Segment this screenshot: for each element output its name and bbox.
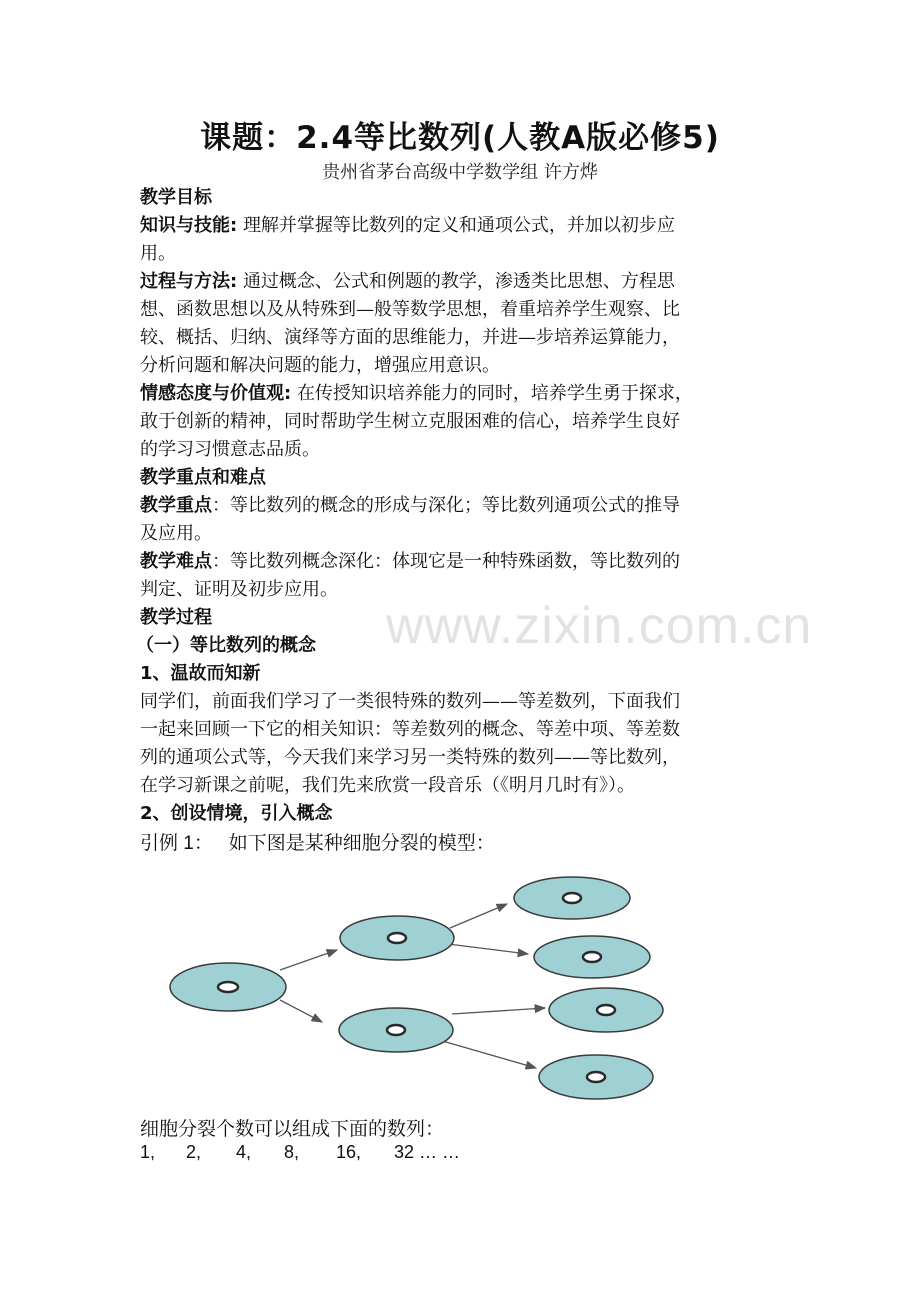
process-line-2: 想、函数思想以及从特殊到—般等数学思想，着重培养学生观察、比 bbox=[140, 299, 680, 320]
example-label: 引例 1： bbox=[140, 833, 213, 854]
nucleus-icon bbox=[388, 933, 406, 943]
arrow-2a-4b bbox=[448, 944, 528, 954]
nucleus-icon bbox=[563, 893, 581, 903]
process-line-3: 较、概括、归纳、演绎等方面的思维能力，并进—步培养运算能力， bbox=[140, 327, 680, 348]
sequence-term: 2, bbox=[186, 1142, 202, 1162]
process-line-4: 分析问题和解决问题的能力，增强应用意识。 bbox=[140, 355, 500, 376]
process-label: 过程与方法: bbox=[140, 271, 238, 292]
sequence-term: 1, bbox=[140, 1142, 156, 1162]
cell-division-figure bbox=[160, 862, 680, 1108]
arrow-1-2a bbox=[280, 950, 337, 970]
focus-line-2: 及应用。 bbox=[140, 523, 212, 544]
focus-label: 教学重点 bbox=[140, 495, 212, 516]
emotion-line-2: 敢于创新的精神，同时帮助学生树立克服困难的信心，培养学生良好 bbox=[140, 411, 680, 432]
sequence-term: 4, bbox=[236, 1142, 252, 1162]
cell-gen-3a bbox=[514, 877, 630, 919]
knowledge-line-1 bbox=[140, 212, 790, 240]
nucleus-icon bbox=[597, 1005, 615, 1015]
example-line bbox=[140, 830, 790, 858]
difficulty-line-2: 判定、证明及初步应用。 bbox=[140, 579, 338, 600]
page-title: 课题：2.4等比数列(人教A版必修5) bbox=[200, 120, 720, 156]
cell-gen-3b bbox=[534, 936, 650, 978]
author-line: 贵州省茅台高级中学数学组 许方烨 bbox=[322, 162, 598, 183]
sequence-term: 32 … … bbox=[394, 1142, 461, 1162]
cell-gen-3c bbox=[549, 988, 663, 1032]
emotion-text: 在传授知识培养能力的同时，培养学生勇于探求， bbox=[296, 383, 693, 404]
arrow-1-2b bbox=[280, 1000, 322, 1022]
nucleus-icon bbox=[218, 982, 238, 992]
arrow-2b-4c bbox=[452, 1008, 545, 1014]
cell-gen-2a bbox=[340, 916, 454, 960]
arrow-2a-4a bbox=[450, 904, 507, 928]
sequence-term: 8, bbox=[284, 1142, 300, 1162]
difficulty-line-1 bbox=[140, 548, 790, 576]
objectives-heading: 教学目标 bbox=[140, 187, 212, 208]
sub1-heading: 1、温故而知新 bbox=[140, 663, 261, 684]
nucleus-icon bbox=[587, 1072, 605, 1082]
arrow-2b-4d bbox=[432, 1038, 536, 1068]
difficulty-label: 教学难点 bbox=[140, 551, 212, 572]
cell-gen-2b bbox=[339, 1008, 453, 1052]
process-heading: 教学过程 bbox=[140, 607, 212, 628]
review-line-4: 在学习新课之前呢，我们先来欣赏一段音乐（《明月几时有》）。 bbox=[140, 775, 635, 796]
focus-line-1 bbox=[140, 492, 790, 520]
review-line-1: 同学们，前面我们学习了一类很特殊的数列——等差数列，下面我们 bbox=[140, 691, 680, 712]
nucleus-icon bbox=[583, 952, 601, 962]
emotion-line-1 bbox=[140, 380, 790, 408]
sequence-row bbox=[140, 1142, 460, 1163]
cell-gen-1 bbox=[170, 963, 286, 1011]
watermark: www.zixin.com.cn bbox=[386, 597, 813, 655]
review-line-2: 一起来回顾一下它的相关知识：等差数列的概念、等差中项、等差数 bbox=[140, 719, 680, 740]
nucleus-icon bbox=[387, 1025, 405, 1035]
after-figure-line: 细胞分裂个数可以组成下面的数列： bbox=[140, 1119, 445, 1140]
emotion-line-3: 的学习习惯意志品质。 bbox=[140, 439, 320, 460]
emotion-label: 情感态度与价值观: bbox=[140, 383, 292, 404]
difficulty-text: ：等比数列概念深化：体现它是一种特殊函数，等比数列的 bbox=[212, 551, 680, 572]
knowledge-label: 知识与技能: bbox=[140, 215, 238, 236]
review-line-3: 列的通项公式等，今天我们来学习另一类特殊的数列——等比数列， bbox=[140, 747, 680, 768]
sequence-term: 16, bbox=[336, 1142, 362, 1162]
knowledge-line-2: 用。 bbox=[140, 243, 176, 264]
example-text: 如下图是某种细胞分裂的模型： bbox=[228, 833, 495, 854]
keypoints-heading: 教学重点和难点 bbox=[140, 467, 266, 488]
cell-gen-3d bbox=[539, 1055, 653, 1099]
sub2-heading: 2、创设情境，引入概念 bbox=[140, 803, 333, 824]
knowledge-text: 理解并掌握等比数列的定义和通项公式，并加以初步应 bbox=[242, 215, 675, 236]
focus-text: ：等比数列的概念的形成与深化；等比数列通项公式的推导 bbox=[212, 495, 680, 516]
section1-heading: （一）等比数列的概念 bbox=[136, 635, 316, 656]
process-line-1 bbox=[140, 268, 790, 296]
process-text: 通过概念、公式和例题的教学，渗透类比思想、方程思 bbox=[242, 271, 675, 292]
